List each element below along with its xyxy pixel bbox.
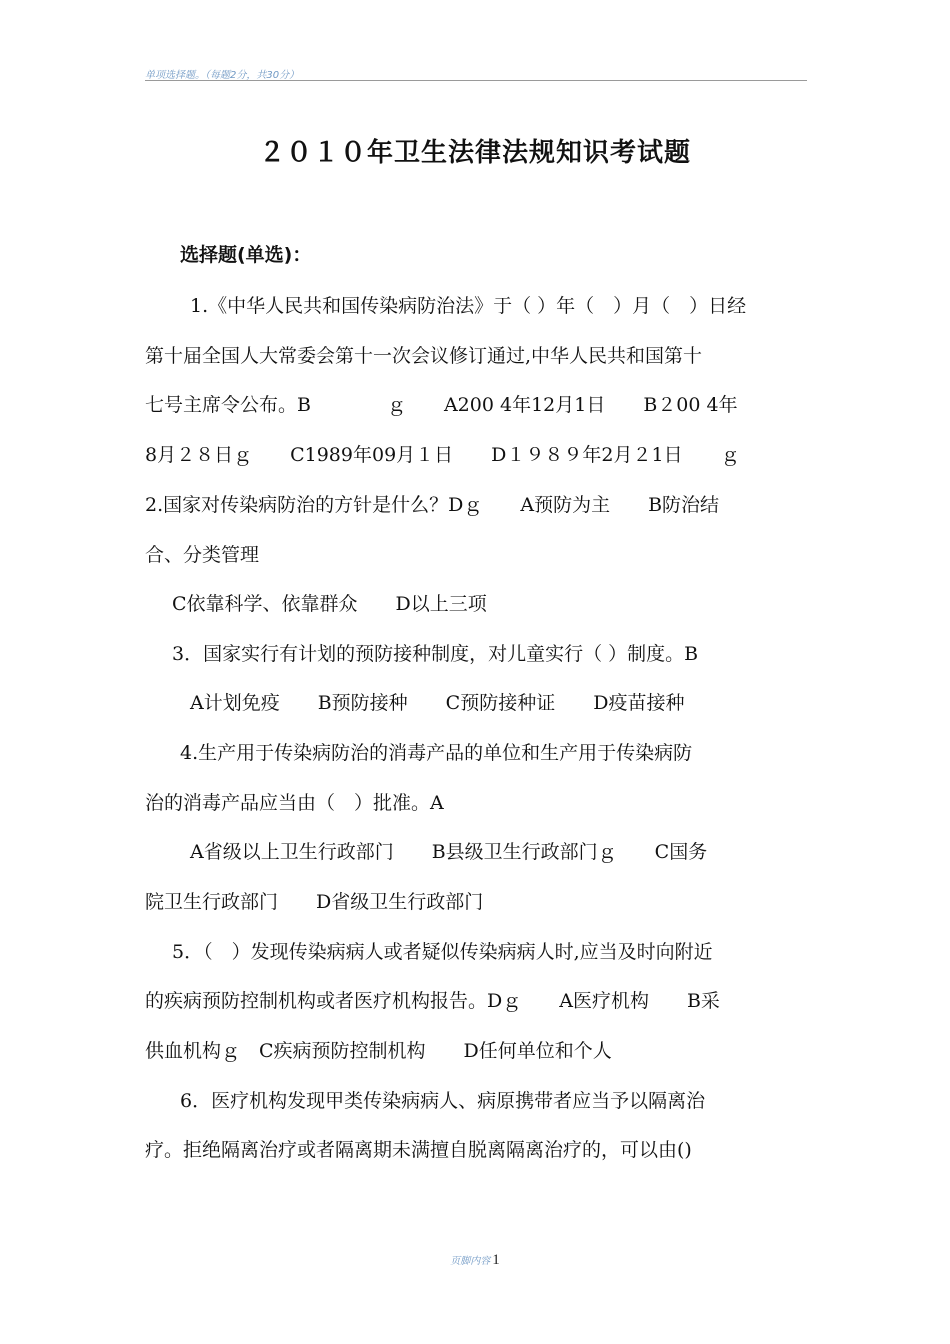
text-line: 3．国家实行有计划的预防接种制度，对儿童实行（ ）制度。B	[172, 643, 699, 665]
text-line: 供血机构ｇ C疾病预防控制机构 D任何单位和个人	[145, 1040, 612, 1062]
text-line: 合、分类管理	[145, 544, 260, 566]
text-line: 疗。拒绝隔离治疗或者隔离期未满擅自脱离隔离治疗的，可以由()	[145, 1139, 692, 1161]
section-heading: 选择题(单选)：	[180, 244, 312, 266]
text-line: 第十届全国人大常委会第十一次会议修订通过,中华人民共和国第十	[145, 345, 703, 367]
footer-label: 页脚内容	[450, 1256, 491, 1267]
text-line: 5．（ ）发现传染病病人或者疑似传染病病人时,应当及时向附近	[172, 941, 713, 963]
text-line: 七号主席令公布。B ｇ A200 4年12月1日 B２00 4年	[145, 394, 738, 416]
text-line: 4.生产用于传染病防治的消毒产品的单位和生产用于传染病防	[180, 742, 693, 764]
page-number: 1	[492, 1252, 500, 1268]
text-line: 2.国家对传染病防治的方针是什么？Dｇ A预防为主 B防治结	[145, 494, 720, 516]
text-line: 治的消毒产品应当由（ ）批准。A	[145, 792, 444, 814]
text-line: 1.《中华人民共和国传染病防治法》于（ ）年（ ）月（ ）日经	[190, 295, 747, 317]
page-header	[145, 66, 807, 81]
text-line: C依靠科学、依靠群众 D以上三项	[172, 593, 487, 615]
page-footer	[0, 1249, 950, 1269]
document-title: ２０１０年卫生法律法规知识考试题	[258, 138, 691, 168]
text-line: A计划免疫 B预防接种 C预防接种证 D疫苗接种	[190, 692, 685, 714]
text-line: 的疾病预防控制机构或者医疗机构报告。Dｇ A医疗机构 B采	[145, 990, 720, 1012]
text-line: 院卫生行政部门 D省级卫生行政部门	[145, 891, 484, 913]
text-line: A省级以上卫生行政部门 B县级卫生行政部门ｇ C国务	[190, 841, 708, 863]
header-text: 单项选择题。（每题2分，共30分）	[145, 70, 300, 81]
text-line: 6．医疗机构发现甲类传染病病人、病原携带者应当予以隔离治	[180, 1090, 706, 1112]
text-line: 8月２８日ｇ C1989年09月１日 D１９８９年2月２1日 ｇ	[145, 444, 740, 466]
